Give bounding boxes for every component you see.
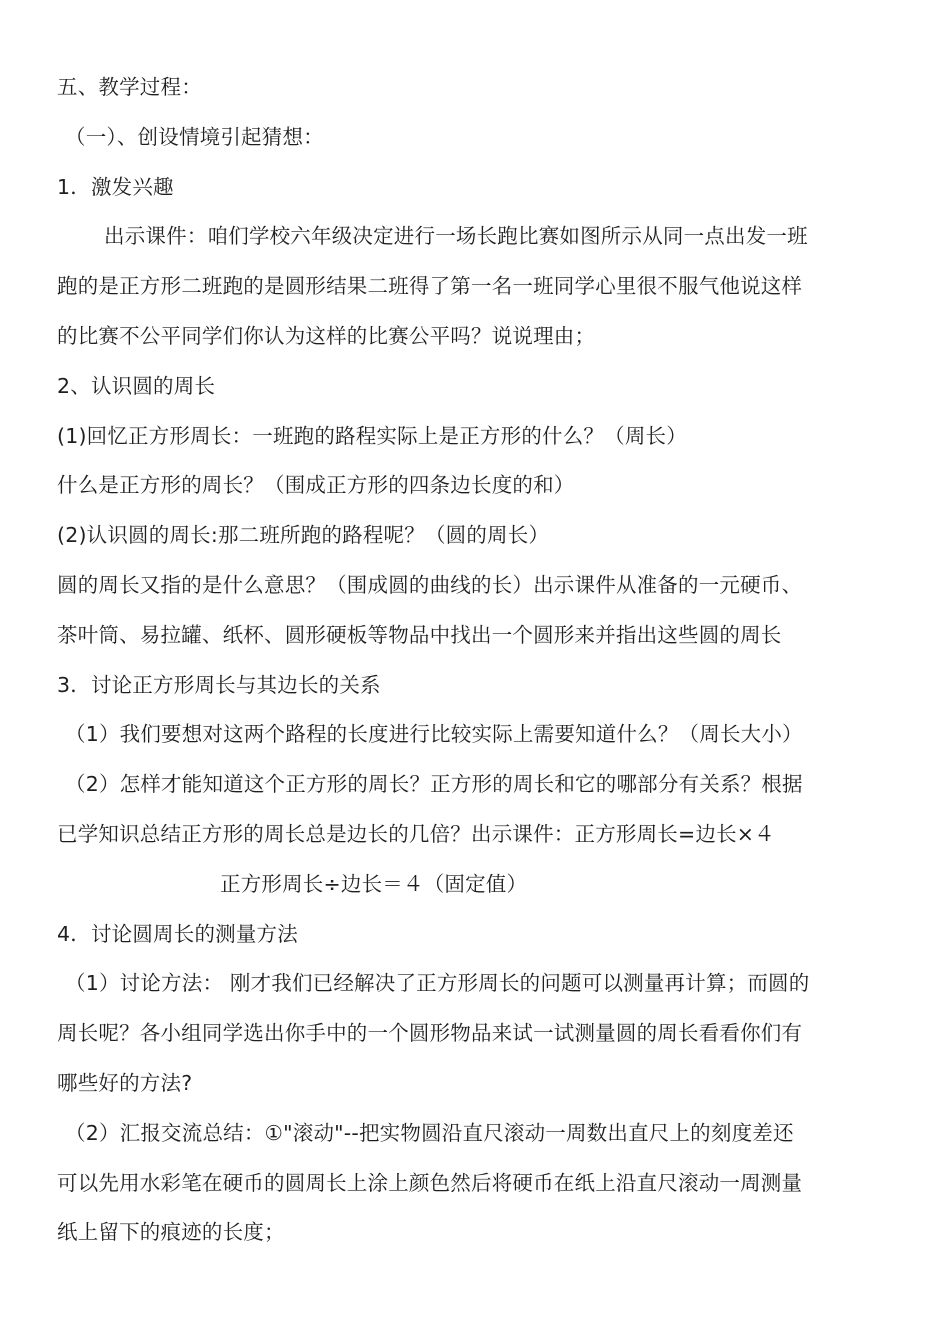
section-heading: 五、教学过程： [57, 75, 202, 99]
step-heading: 1．激发兴趣 [57, 174, 174, 199]
step-heading: 4．讨论圆周长的测量方法 [57, 921, 298, 946]
paragraph-line: （2）汇报交流总结：①"滚动"--把实物圆沿直尺滚动一周数出直尺上的刻度差还 [65, 1120, 794, 1145]
paragraph-line: 哪些好的方法? [57, 1070, 193, 1095]
paragraph-line: 纸上留下的痕迹的长度； [57, 1220, 285, 1245]
paragraph-line: 的比赛不公平同学们你认为这样的比赛公平吗？说说理由； [57, 323, 596, 348]
paragraph-line: (1)回忆正方形周长：一班跑的路程实际上是正方形的什么？（周长） [57, 423, 687, 448]
paragraph-line: 出示课件：咱们学校六年级决定进行一场长跑比赛如图所示从同一点出发一班 [104, 224, 808, 249]
paragraph-line: （1）我们要想对这两个路程的长度进行比较实际上需要知道什么？（周长大小） [65, 722, 803, 747]
paragraph-line: (2)认识圆的周长:那二班所跑的路程呢？（圆的周长） [57, 523, 550, 548]
subsection-heading: （一）、创设情境引起猜想： [65, 124, 324, 149]
step-heading: 2、认识圆的周长 [57, 373, 216, 398]
paragraph-line: 圆的周长又指的是什么意思？（围成圆的曲线的长）出示课件从准备的一元硬币、 [57, 572, 803, 597]
paragraph-line: 跑的是正方形二班跑的是圆形结果二班得了第一名一班同学心里很不服气他说这样 [57, 274, 803, 299]
step-heading: 3．讨论正方形周长与其边长的关系 [57, 672, 381, 697]
paragraph-line: 什么是正方形的周长？（围成正方形的四条边长度的和） [57, 473, 575, 498]
paragraph-line: 周长呢？各小组同学选出你手中的一个圆形物品来试一试测量圆的周长看看你们有 [57, 1021, 803, 1046]
paragraph-line: 可以先用水彩笔在硬币的圆周长上涂上颜色然后将硬币在纸上沿直尺滚动一周测量 [57, 1170, 803, 1195]
document-page [57, 63, 893, 1258]
paragraph-line: （1）讨论方法： 刚才我们已经解决了正方形周长的问题可以测量再计算；而圆的 [65, 971, 810, 996]
paragraph-line: （2）怎样才能知道这个正方形的周长？正方形的周长和它的哪部分有关系？根据 [65, 772, 803, 797]
paragraph-line: 已学知识总结正方形的周长总是边长的几倍？出示课件：正方形周长=边长×４ [57, 821, 775, 846]
paragraph-line: 茶叶筒、易拉罐、纸杯、圆形硬板等物品中找出一个圆形来并指出这些圆的周长 [57, 622, 782, 647]
formula-line: 正方形周长÷边长＝４（固定值） [220, 871, 528, 896]
